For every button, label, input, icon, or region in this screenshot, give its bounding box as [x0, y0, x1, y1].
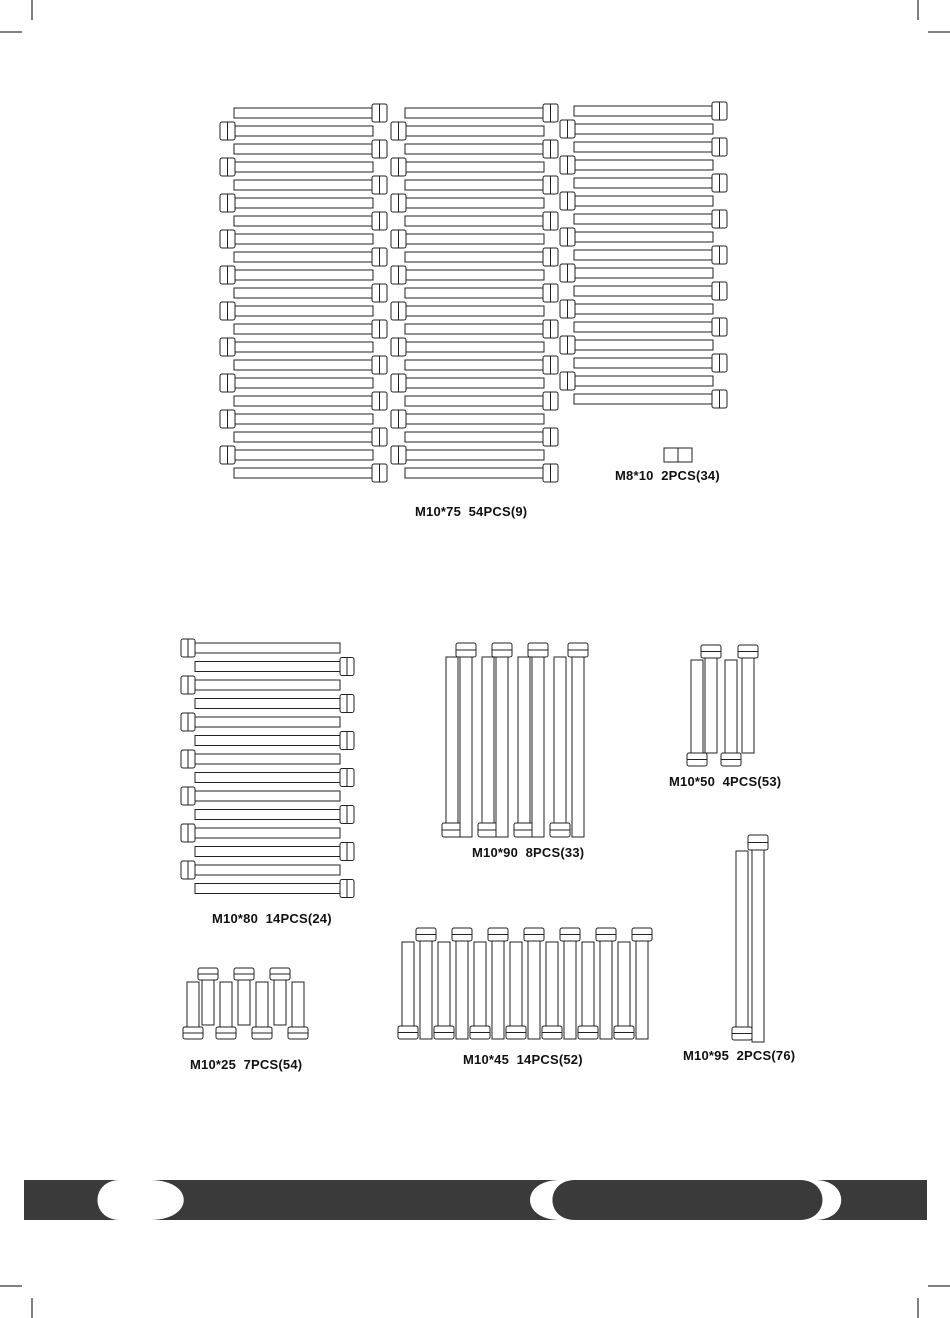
nut: [678, 448, 692, 462]
bolt: [234, 968, 254, 1025]
bolt: [721, 660, 741, 766]
bolt: [220, 266, 373, 284]
bolt: [574, 246, 727, 264]
bolt: [748, 835, 768, 1042]
bolt: [220, 410, 373, 428]
bolt: [405, 176, 558, 194]
bolt: [478, 657, 498, 837]
bolt: [181, 713, 340, 731]
bolt: [687, 660, 707, 766]
label-m10x80: M10*80 14PCS(24): [212, 911, 332, 926]
bolt: [542, 942, 562, 1039]
bolt: [181, 676, 340, 694]
bolt: [234, 212, 387, 230]
bolt: [234, 140, 387, 158]
bolt: [574, 282, 727, 300]
bolt: [732, 851, 752, 1040]
group-m10x90: [442, 643, 588, 837]
group-m10x75: [220, 102, 727, 482]
bolt: [442, 657, 462, 837]
bolt: [596, 928, 616, 1039]
bolt: [198, 968, 218, 1025]
bolt: [405, 356, 558, 374]
bolt: [181, 787, 340, 805]
group-m10x95: [732, 835, 768, 1042]
bolt: [391, 410, 544, 428]
bolt: [234, 320, 387, 338]
bolt: [195, 806, 354, 824]
label-m10x45: M10*45 14PCS(52): [463, 1052, 583, 1067]
bolt: [220, 194, 373, 212]
bolt: [574, 318, 727, 336]
bolt: [452, 928, 472, 1039]
bolt: [220, 230, 373, 248]
bolt: [391, 158, 544, 176]
bolt: [234, 392, 387, 410]
bolt: [234, 176, 387, 194]
label-m10x75: M10*75 54PCS(9): [415, 504, 528, 519]
bolt: [391, 446, 544, 464]
bolt: [470, 942, 490, 1039]
bolt: [524, 928, 544, 1039]
bolt: [560, 156, 713, 174]
bolt: [183, 982, 203, 1039]
bolt: [632, 928, 652, 1039]
bolt: [488, 928, 508, 1039]
bolt: [391, 266, 544, 284]
bolt: [492, 643, 512, 837]
bolt: [405, 212, 558, 230]
bolt: [252, 982, 272, 1039]
bolt: [234, 356, 387, 374]
bolt: [220, 122, 373, 140]
bolt: [195, 658, 354, 676]
bolt: [514, 657, 534, 837]
bolt: [234, 464, 387, 482]
label-m10x50: M10*50 4PCS(53): [669, 774, 782, 789]
footer-bar: [24, 1180, 927, 1220]
group-m10x25: [183, 968, 308, 1039]
bolt: [560, 336, 713, 354]
bolt: [578, 942, 598, 1039]
bolt: [195, 695, 354, 713]
bolt: [560, 372, 713, 390]
bolt: [416, 928, 436, 1039]
bolt: [506, 942, 526, 1039]
bolt: [405, 320, 558, 338]
bolt: [195, 843, 354, 861]
bolt: [574, 102, 727, 120]
bolt: [574, 210, 727, 228]
bolt: [181, 639, 340, 657]
bolt: [216, 982, 236, 1039]
bolt: [574, 174, 727, 192]
bolt: [574, 354, 727, 372]
bolt: [528, 643, 548, 837]
bolt: [270, 968, 290, 1025]
bolt: [405, 284, 558, 302]
group-m10x80: [181, 639, 354, 898]
label-m10x95: M10*95 2PCS(76): [683, 1048, 796, 1063]
bolt: [391, 374, 544, 392]
bolt: [738, 645, 758, 753]
bolt: [574, 390, 727, 408]
bolt: [195, 732, 354, 750]
bolt: [220, 302, 373, 320]
label-m10x90: M10*90 8PCS(33): [472, 845, 585, 860]
bolt: [391, 122, 544, 140]
bolt: [391, 302, 544, 320]
bolt: [405, 392, 558, 410]
bolt: [560, 192, 713, 210]
label-m10x25: M10*25 7PCS(54): [190, 1057, 303, 1072]
group-m10x50: [687, 645, 758, 766]
bolt: [405, 248, 558, 266]
bolt: [405, 428, 558, 446]
bolt: [220, 338, 373, 356]
bolt: [568, 643, 588, 837]
bolt: [234, 248, 387, 266]
bolt: [560, 300, 713, 318]
bolt: [391, 194, 544, 212]
group-m8x10: [664, 448, 692, 462]
bolt: [574, 138, 727, 156]
bolt: [181, 861, 340, 879]
bolt: [391, 230, 544, 248]
bolt: [456, 643, 476, 837]
label-m8x10: M8*10 2PCS(34): [615, 468, 720, 483]
bolt: [234, 104, 387, 122]
bolt: [195, 880, 354, 898]
bolt: [560, 928, 580, 1039]
bolt: [391, 338, 544, 356]
bolt: [220, 374, 373, 392]
bolt: [234, 428, 387, 446]
bolt: [234, 284, 387, 302]
bolt: [181, 824, 340, 842]
bolt: [614, 942, 634, 1039]
bolt: [560, 228, 713, 246]
bolt: [560, 264, 713, 282]
bolt: [701, 645, 721, 753]
bolt: [434, 942, 454, 1039]
bolt: [288, 982, 308, 1039]
bolt: [181, 750, 340, 768]
bolt: [398, 942, 418, 1039]
nut: [664, 448, 678, 462]
bolt: [405, 140, 558, 158]
bolt: [220, 158, 373, 176]
bolt: [550, 657, 570, 837]
bolt: [405, 104, 558, 122]
bolt: [220, 446, 373, 464]
bolt: [560, 120, 713, 138]
bolt: [195, 769, 354, 787]
bolt: [405, 464, 558, 482]
group-m10x45: [398, 928, 652, 1039]
